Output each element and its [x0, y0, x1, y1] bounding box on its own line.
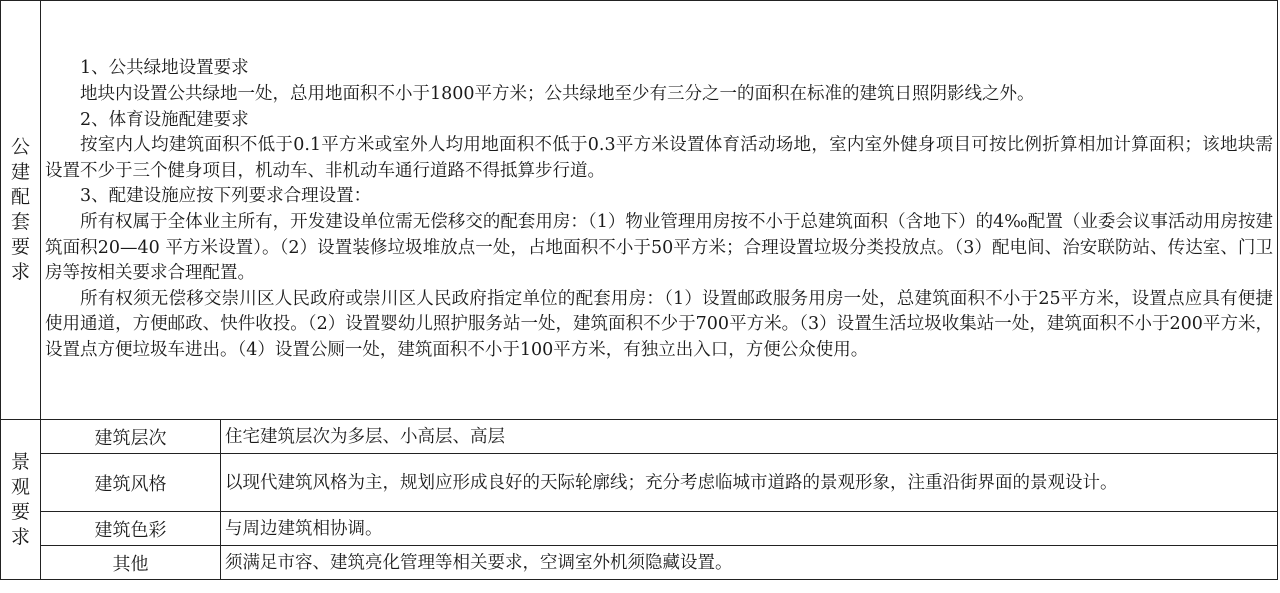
- label-char: 配: [10, 186, 30, 208]
- label-char: 公: [10, 136, 30, 158]
- public-facilities-label: [1, 1, 41, 420]
- other-value: 须满足市容、建筑亮化管理等相关要求，空调室外机须隐藏设置。: [221, 546, 1278, 580]
- building-color-value: 与周边建筑相协调。: [221, 512, 1278, 546]
- green-space-heading: 1、公共绿地设置要求: [80, 58, 249, 79]
- sports-facilities-heading: 2、体育设施配建要求: [80, 109, 249, 130]
- landscape-row: [1, 454, 1278, 512]
- landscape-row: [1, 512, 1278, 546]
- building-color-label: 建筑色彩: [41, 512, 221, 546]
- building-style-value: 以现代建筑风格为主，规划应形成良好的天际轮廓线；充分考虑临城市道路的景观形象，注重沿街界面的景观设计。: [221, 454, 1278, 512]
- building-style-label: 建筑风格: [41, 454, 221, 512]
- label-char: 要: [10, 500, 30, 523]
- landscape-row: [1, 546, 1278, 580]
- label-char: 求: [10, 525, 30, 548]
- label-char: 求: [10, 261, 30, 283]
- label-char: 套: [10, 211, 30, 233]
- label-char: 景: [10, 450, 30, 473]
- sports-facilities-paragraph: 按室内人均建筑面积不低于0.1平方米或室外人均用地面积不低于0.3平方米设置体育活动场地，室内室外健身项目可按比例折算相加计算面积；该地块需设置不少于三个健身项目，机动车、非机动车通行道路不得抵算步行道。: [45, 135, 1273, 181]
- green-space-paragraph: 地块内设置公共绿地一处，总用地面积不小于1800平方米；公共绿地至少有三分之一的面积在标准的建筑日照阴影线之外。: [80, 84, 1035, 105]
- other-label: 其他: [41, 546, 221, 580]
- landscape-label: [1, 420, 41, 580]
- government-facilities-paragraph: 所有权须无偿移交崇川区人民政府或崇川区人民政府指定单位的配套用房：（1）设置邮政服务用房一处，总建筑面积不小于25平方米，设置点应具有便捷使用通道，方便邮政、快件收投。（2）设置婴幼儿照护服务站一处，建筑面积不少于700平方米。（3）设置生活垃圾收集站一处，建筑面积不小于200平方米，设置点方便垃圾车进出。（4）设置公厕一处，建筑面积不小于100平方米，有独立出入口，方便公众使用。: [45, 288, 1273, 360]
- label-char: 要: [10, 236, 30, 258]
- building-levels-label: 建筑层次: [41, 420, 221, 454]
- label-char: 建: [10, 161, 30, 183]
- supporting-facilities-heading: 3、配建设施应按下列要求合理设置：: [80, 186, 372, 207]
- public-facilities-content: [41, 1, 1278, 420]
- public-facilities-row: [1, 1, 1278, 420]
- building-levels-value: 住宅建筑层次为多层、小高层、高层: [221, 420, 1278, 454]
- owner-facilities-paragraph: 所有权属于全体业主所有，开发建设单位需无偿移交的配套用房：（1）物业管理用房按不小于总建筑面积（含地下）的4‰配置（业委会议事活动用房按建筑面积20—40 平方米设置）。（2）设置装修垃圾堆放点一处，占地面积不小于50平方米；合理设置垃圾分类投放点。（3）配电间、治安联防站、传达室、门卫房等按相关要求合理配置。: [45, 212, 1273, 284]
- landscape-row: [1, 420, 1278, 454]
- label-char: 观: [10, 475, 30, 498]
